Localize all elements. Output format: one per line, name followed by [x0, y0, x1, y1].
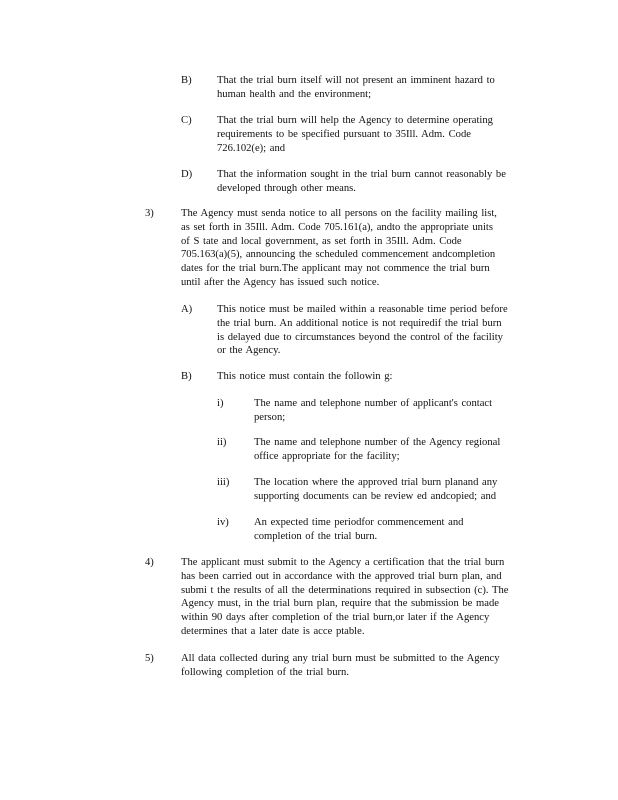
- subitem-label: iv): [217, 517, 229, 528]
- text-line: That the trial burn itself will not present an imminent hazard to: [217, 75, 495, 86]
- subitem-text: [254, 516, 534, 544]
- text-line: The name and telephone number of applicant's contact: [254, 398, 493, 409]
- paragraph-text: [181, 207, 541, 290]
- text-line: An expected time periodfor commencement and: [254, 517, 464, 528]
- text-line: All data collected during any trial burn must be submitted to the Agency: [181, 653, 500, 664]
- text-line: completion of the trial burn.: [254, 530, 378, 542]
- text-line: The applicant must submit to the Agency a certification that the trial burn: [181, 557, 505, 568]
- item-text: [217, 370, 537, 384]
- text-line: or the Agency.: [217, 345, 281, 357]
- item-label: A): [181, 304, 193, 315]
- text-line: That the information sought in the trial burn cannot reasonably be: [217, 169, 506, 180]
- subitem-label: i): [217, 398, 224, 409]
- text-line: developed through other means.: [217, 182, 356, 194]
- text-line: 705.163(a)(5), announcing the scheduled commencement andcompletion: [181, 249, 496, 261]
- text-line: dates for the trial burn.The applicant may not commence the trial burn: [181, 263, 490, 275]
- text-line: office appropriate for the facility;: [254, 450, 400, 462]
- item-text: [217, 74, 537, 102]
- text-line: This notice must be mailed within a reasonable time period before: [217, 304, 508, 315]
- item-label: B): [181, 75, 192, 86]
- text-line: until after the Agency has issued such notice.: [181, 276, 380, 288]
- subitem-text: [254, 436, 534, 464]
- text-line: is delayed due to circumstances beyond the control of the facility: [217, 331, 503, 343]
- subitem-text: [254, 476, 534, 504]
- text-line: following completion of the trial burn.: [181, 666, 349, 678]
- text-line: supporting documents can be review ed andcopied; and: [254, 490, 497, 502]
- paragraph-number: 5): [145, 653, 154, 664]
- item-text: [217, 114, 537, 155]
- paragraph-text: [181, 556, 541, 639]
- text-line: The name and telephone number of the Agency regional: [254, 437, 501, 448]
- paragraph-text: [181, 652, 541, 680]
- subitem-text: [254, 397, 534, 425]
- text-line: has been carried out in accordance with the approved trial burn plan, and: [181, 570, 502, 582]
- item-text: [217, 168, 537, 196]
- paragraph-number: 3): [145, 208, 154, 219]
- text-line: as set forth in 35Ill. Adm. Code 705.161(a), andto the appropriate units: [181, 221, 493, 233]
- text-line: That the trial burn will help the Agency to determine operating: [217, 115, 493, 126]
- subitem-label: iii): [217, 477, 230, 488]
- text-line: of S tate and local government, as set forth in 35Ill. Adm. Code: [181, 235, 462, 247]
- text-line: the trial burn. An additional notice is not requiredif the trial burn: [217, 317, 502, 329]
- text-line: determines that a later date is acce ptable.: [181, 625, 365, 637]
- text-line: Agency must, in the trial burn plan, require that the submission be made: [181, 598, 499, 610]
- item-label: B): [181, 371, 192, 382]
- item-text: [217, 303, 537, 358]
- text-line: The Agency must senda notice to all persons on the facility mailing list,: [181, 208, 497, 219]
- item-label: C): [181, 115, 192, 126]
- text-line: This notice must contain the followin g:: [217, 371, 393, 382]
- subitem-label: ii): [217, 437, 227, 448]
- text-line: within 90 days after completion of the trial burn,or later if the Agency: [181, 612, 490, 624]
- text-line: human health and the environment;: [217, 88, 372, 100]
- text-line: person;: [254, 411, 286, 423]
- text-line: submi t the results of all the determinations required in subsection (c). The: [181, 584, 509, 596]
- text-line: requirements to be specified pursuant to 35Ill. Adm. Code: [217, 128, 471, 140]
- text-line: The location where the approved trial burn planand any: [254, 477, 498, 488]
- paragraph-number: 4): [145, 557, 154, 568]
- text-line: 726.102(e); and: [217, 142, 286, 154]
- item-label: D): [181, 169, 193, 180]
